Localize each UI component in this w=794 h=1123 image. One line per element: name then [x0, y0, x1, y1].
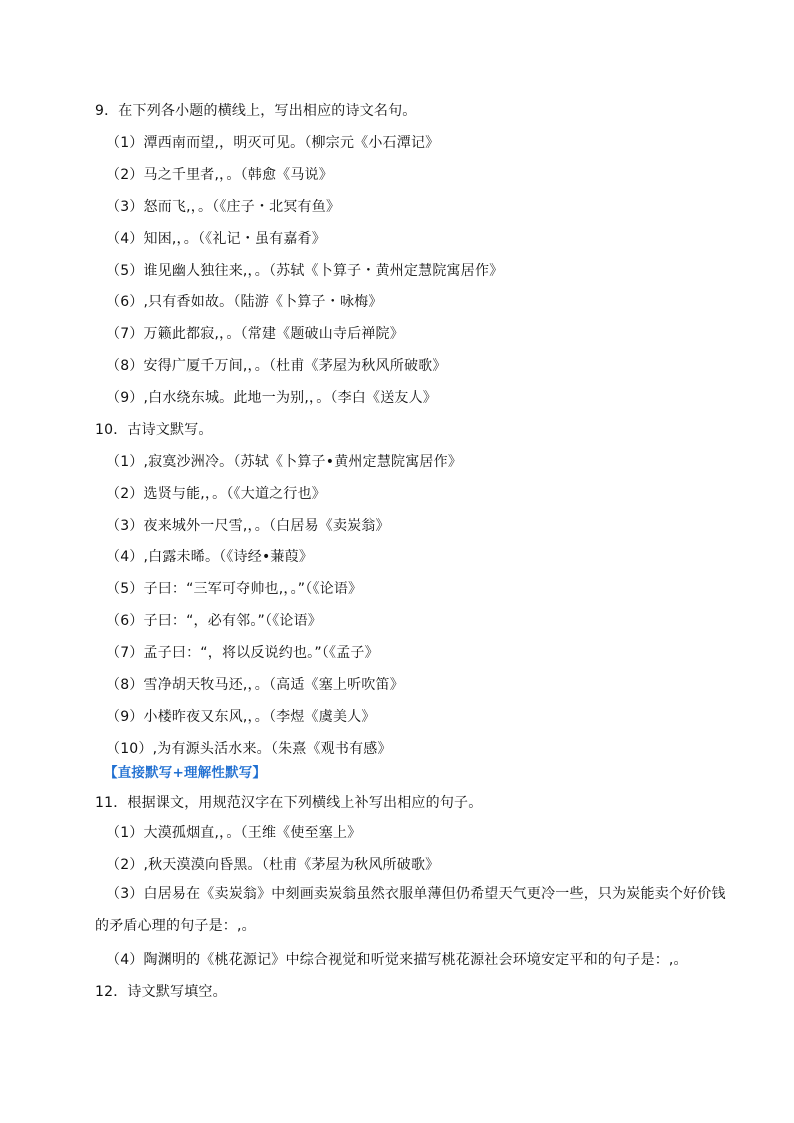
question-9-item-3: （3）怒而飞,，。（《庄子・北冥有鱼》	[106, 199, 341, 215]
question-10-title: 10．古诗文默写。	[95, 422, 213, 438]
question-10-item-8: （8）雪净胡天牧马还,，。（高适《塞上听吹笛》	[106, 677, 404, 693]
question-11-item-4: （4）陶渊明的《桃花源记》中综合视觉和听觉来描写桃花源社会环境安定平和的句子是：,。	[106, 952, 688, 968]
question-9-item-1: （1）潭西南而望,，明灭可见。（柳宗元《小石潭记》	[106, 135, 440, 151]
question-11-title: 11．根据课文，用规范汉字在下列横线上补写出相应的句子。	[95, 795, 483, 811]
question-11-item-2: （2）,秋天漠漠向昏黑。（杜甫《茅屋为秋风所破歌》	[106, 857, 440, 873]
question-10-item-9: （9）小楼昨夜又东风,，。（李煜《虞美人》	[106, 709, 376, 725]
question-10-item-1: （1）,寂寞沙洲冷。（苏轼《卜算子•黄州定慧院寓居作》	[106, 454, 463, 470]
question-9-item-2: （2）马之千里者,，。（韩愈《马说》	[106, 167, 333, 183]
question-9-item-6: （6）,只有香如故。（陆游《卜算子・咏梅》	[106, 294, 383, 310]
section-heading: 【直接默写+理解性默写】	[104, 765, 267, 781]
question-10-item-2: （2）选贤与能,，。（《大道之行也》	[106, 486, 326, 502]
question-9-item-4: （4）知困,，。（《礼记・虽有嘉肴》	[106, 231, 326, 247]
question-9-item-7: （7）万籁此都寂,，。（常建《题破山寺后禅院》	[106, 326, 404, 342]
question-9-item-5: （5）谁见幽人独往来,，。（苏轼《卜算子・黄州定慧院寓居作》	[106, 263, 504, 279]
question-11-item-3: （3）白居易在《卖炭翁》中刻画卖炭翁虽然衣服单薄但仍希望天气更冷一些，只为炭能卖个好价钱的矛盾心理的句子是：,。	[95, 886, 726, 934]
question-10-item-6: （6）子曰：“，必有邻。”（《论语》	[106, 613, 323, 629]
question-12-title: 12．诗文默写填空。	[95, 984, 227, 1000]
question-10-item-3: （3）夜来城外一尺雪,，。（白居易《卖炭翁》	[106, 518, 390, 534]
question-9-item-9: （9）,白水绕东城。此地一为别,，。（李白《送友人》	[106, 390, 438, 406]
question-9-item-8: （8）安得广厦千万间,，。（杜甫《茅屋为秋风所破歌》	[106, 358, 447, 374]
question-9-title: 9．在下列各小题的横线上，写出相应的诗文名句。	[95, 103, 417, 119]
question-11-item-1: （1）大漠孤烟直,，。（王维《使至塞上》	[106, 825, 362, 841]
question-10-item-4: （4）,白露未晞。（《诗经•蒹葭》	[106, 549, 314, 565]
question-10-item-10: （10）,为有源头活水来。（朱熹《观书有感》	[106, 741, 392, 757]
question-10-item-7: （7）孟子曰：“，将以反说约也。”（《孟子》	[106, 645, 379, 661]
question-10-item-5: （5）子曰：“三军可夺帅也,，。”（《论语》	[106, 581, 363, 597]
